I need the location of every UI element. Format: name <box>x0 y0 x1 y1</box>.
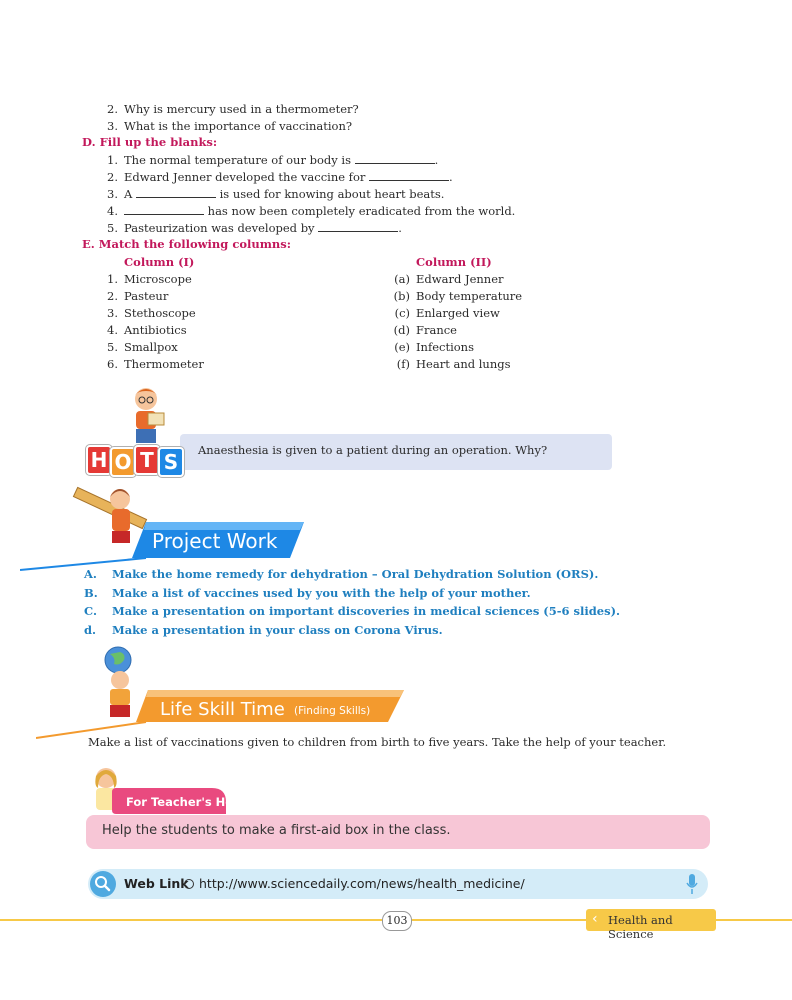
fill-blank-2: 2. Edward Jenner developed the vaccine for . <box>107 170 453 184</box>
project-work-list <box>84 565 620 639</box>
teacher-help-label: For Teacher's Help <box>126 795 246 809</box>
life-skill-title: Life Skill Time <box>160 699 285 720</box>
section-d-heading: D. Fill up the blanks: <box>82 135 218 149</box>
hots-letter: H <box>86 445 112 475</box>
list-item: (f) Heart and lungs <box>396 357 511 371</box>
list-item: (d) France <box>393 323 457 337</box>
list-item: d. Make a presentation in your class on Corona Virus. <box>84 622 443 637</box>
hots-letter: S <box>158 447 184 477</box>
list-item: C. Make a presentation on important discoveries in medical sciences (5-6 slides). <box>84 604 621 618</box>
microphone-icon <box>686 873 698 899</box>
column-2-heading: Column (II) <box>416 255 492 269</box>
hots-logo <box>86 445 186 477</box>
list-item: 5. Smallpox <box>107 340 178 354</box>
bullet-icon <box>184 879 194 889</box>
footer-rule-left <box>0 919 382 921</box>
list-item: (c) Enlarged view <box>394 306 500 320</box>
web-link-url[interactable]: http://www.sciencedaily.com/news/health_medicine/ <box>199 876 525 891</box>
footer-rule-middle <box>410 919 586 921</box>
column-1-list <box>100 271 204 373</box>
blank-line <box>369 170 449 181</box>
list-item: 2. Pasteur <box>107 289 169 303</box>
blank-line <box>136 187 216 198</box>
list-item: 6. Thermometer <box>107 357 204 371</box>
list-item: 1. Microscope <box>107 272 192 286</box>
list-item: (b) Body temperature <box>393 289 523 303</box>
blank-line <box>355 153 435 164</box>
reading-boy-illustration <box>118 385 174 451</box>
footer-rule-right <box>716 919 792 921</box>
hots-letter: T <box>134 445 160 475</box>
hots-question: Anaesthesia is given to a patient during an operation. Why? <box>198 443 548 457</box>
life-skill-text: Make a list of vaccinations given to children from birth to five years. Take the help of your teacher. <box>88 735 667 749</box>
fill-blank-1: 1. The normal temperature of our body is . <box>107 153 439 167</box>
chevron-left-icon: ‹ <box>592 911 598 927</box>
column-1-heading: Column (I) <box>124 255 195 269</box>
fill-blank-5: 5. Pasteurization was developed by . <box>107 221 402 235</box>
question-3: 3. What is the importance of vaccination? <box>107 119 353 133</box>
teacher-help-text: Help the students to make a first-aid box in the class. <box>102 823 451 838</box>
section-e-heading: E. Match the following columns: <box>82 237 291 251</box>
chapter-tab <box>586 909 716 941</box>
search-icon <box>90 871 116 897</box>
fill-blank-3: 3. A is used for knowing about heart beats. <box>107 187 445 201</box>
hots-letter: O <box>110 447 136 477</box>
list-item: A. Make the home remedy for dehydration – Oral Dehydration Solution (ORS). <box>84 567 599 581</box>
list-item: B. Make a list of vaccines used by you with the help of your mother. <box>84 585 531 600</box>
list-item: 4. Antibiotics <box>107 323 187 337</box>
blank-line <box>318 221 398 232</box>
list-item: (e) Infections <box>394 340 474 354</box>
blank-line <box>124 204 204 215</box>
chapter-title: Health and Science <box>608 913 673 941</box>
page-number: 103 <box>382 911 412 931</box>
life-skill-subtitle: (Finding Skills) <box>294 705 371 717</box>
web-link-label: Web Link <box>124 876 189 891</box>
project-work-title: Project Work <box>152 529 278 553</box>
list-item: (a) Edward Jenner <box>394 272 504 286</box>
list-item: 3. Stethoscope <box>107 306 196 320</box>
column-2-list <box>388 271 522 373</box>
fill-blank-4: 4. has now been completely eradicated from the world. <box>107 204 516 218</box>
question-2: 2. Why is mercury used in a thermometer? <box>107 102 359 116</box>
